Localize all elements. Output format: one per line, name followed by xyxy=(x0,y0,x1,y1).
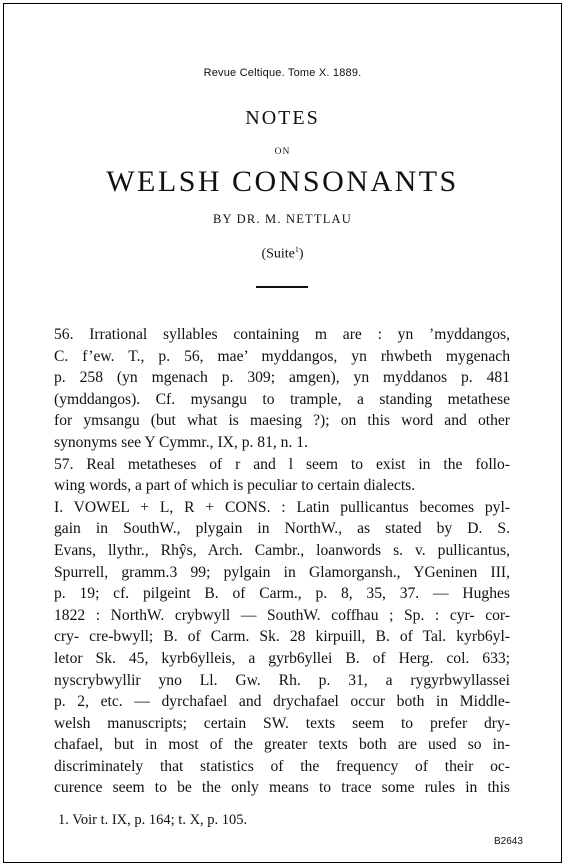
author-byline: BY DR. M. NETTLAU xyxy=(212,212,353,226)
body-line: discriminately that statistics of the frequency of their oc- xyxy=(54,757,510,775)
body-line: p. 19; cf. pilgeint B. of Carm., p. 8, 35, 37. — Hughes xyxy=(54,585,510,603)
body-line: synonyms see Y Cymmr., IX, p. 81, n. 1. xyxy=(54,433,308,451)
body-text xyxy=(54,324,510,799)
page-code: B2643 xyxy=(494,836,523,847)
body-line: for ymsangu (but what is maesing ?); on this word and other xyxy=(54,412,510,430)
body-line: nyscrybwyllir yno Ll. Gw. Rh. p. 31, a rygyrbwyllassei xyxy=(54,671,510,689)
body-line: curence seem to be the only means to trace some rules in this xyxy=(54,779,510,797)
body-line: C. f’ew. T., p. 56, mae’ myddangos, yn rhwbeth mygenach xyxy=(54,347,510,365)
title-notes: NOTES xyxy=(245,107,320,129)
body-line: chafael, but in most of the greater texts both are used so in- xyxy=(54,736,510,754)
title-on: ON xyxy=(274,147,291,157)
body-line: I. VOWEL + L, R + CONS. : Latin pullicantus becomes pyl- xyxy=(54,498,510,516)
body-line: welsh manuscripts; certain SW. texts seem to prefer dry- xyxy=(54,714,510,732)
body-line: p. 2, etc. — dyrchafael and drychafael occur both in Middle- xyxy=(54,693,510,711)
source-citation: Revue Celtique. Tome X. 1889. xyxy=(203,67,362,79)
body-line: (ymddangos). Cf. mysangu to trample, a standing metathese xyxy=(54,390,510,408)
body-line: 56. Irrational syllables containing m are : yn ’myddangos, xyxy=(54,326,510,343)
suite-close: ) xyxy=(298,246,304,262)
body-line: 1822 : NorthW. crybwyll — SouthW. coffhau ; Sp. : cyr- cor- xyxy=(54,606,510,624)
body-line: Evans, llythr., Rhŷs, Arch. Cambr., loanwords s. v. pullicantus, xyxy=(54,541,510,559)
footnote: 1. Voir t. IX, p. 164; t. X, p. 105. xyxy=(58,812,248,828)
body-line: 57. Real metatheses of r and l seem to exist in the follo- xyxy=(54,455,510,473)
body-line: cry- cre-bwyll; B. of Carm. Sk. 28 kirpuill, B. of Tal. kyrb6yl- xyxy=(54,628,510,646)
body-line: gain in SouthW., plygain in NorthW., as stated by D. S. xyxy=(54,520,510,538)
document-page xyxy=(3,3,562,863)
suite-note xyxy=(4,245,561,263)
footnote-marker: 1 xyxy=(294,245,299,254)
title-main: WELSH CONSONANTS xyxy=(106,165,459,198)
body-line: wing words, a part of which is peculiar to certain dialects. xyxy=(54,477,416,495)
title-rule xyxy=(256,286,308,288)
body-line: p. 258 (yn mgenach p. 309; amgen), yn myddanos p. 481 xyxy=(54,369,510,387)
body-line: letor Sk. 45, kyrb6ylleis, a gyrb6yllei B. of Herg. col. 633; xyxy=(54,649,510,667)
suite-label: (Suite xyxy=(261,246,295,262)
body-line: Spurrell, gramm.3 99; pylgain in Glamorgansh., YGeninen III, xyxy=(54,563,510,581)
